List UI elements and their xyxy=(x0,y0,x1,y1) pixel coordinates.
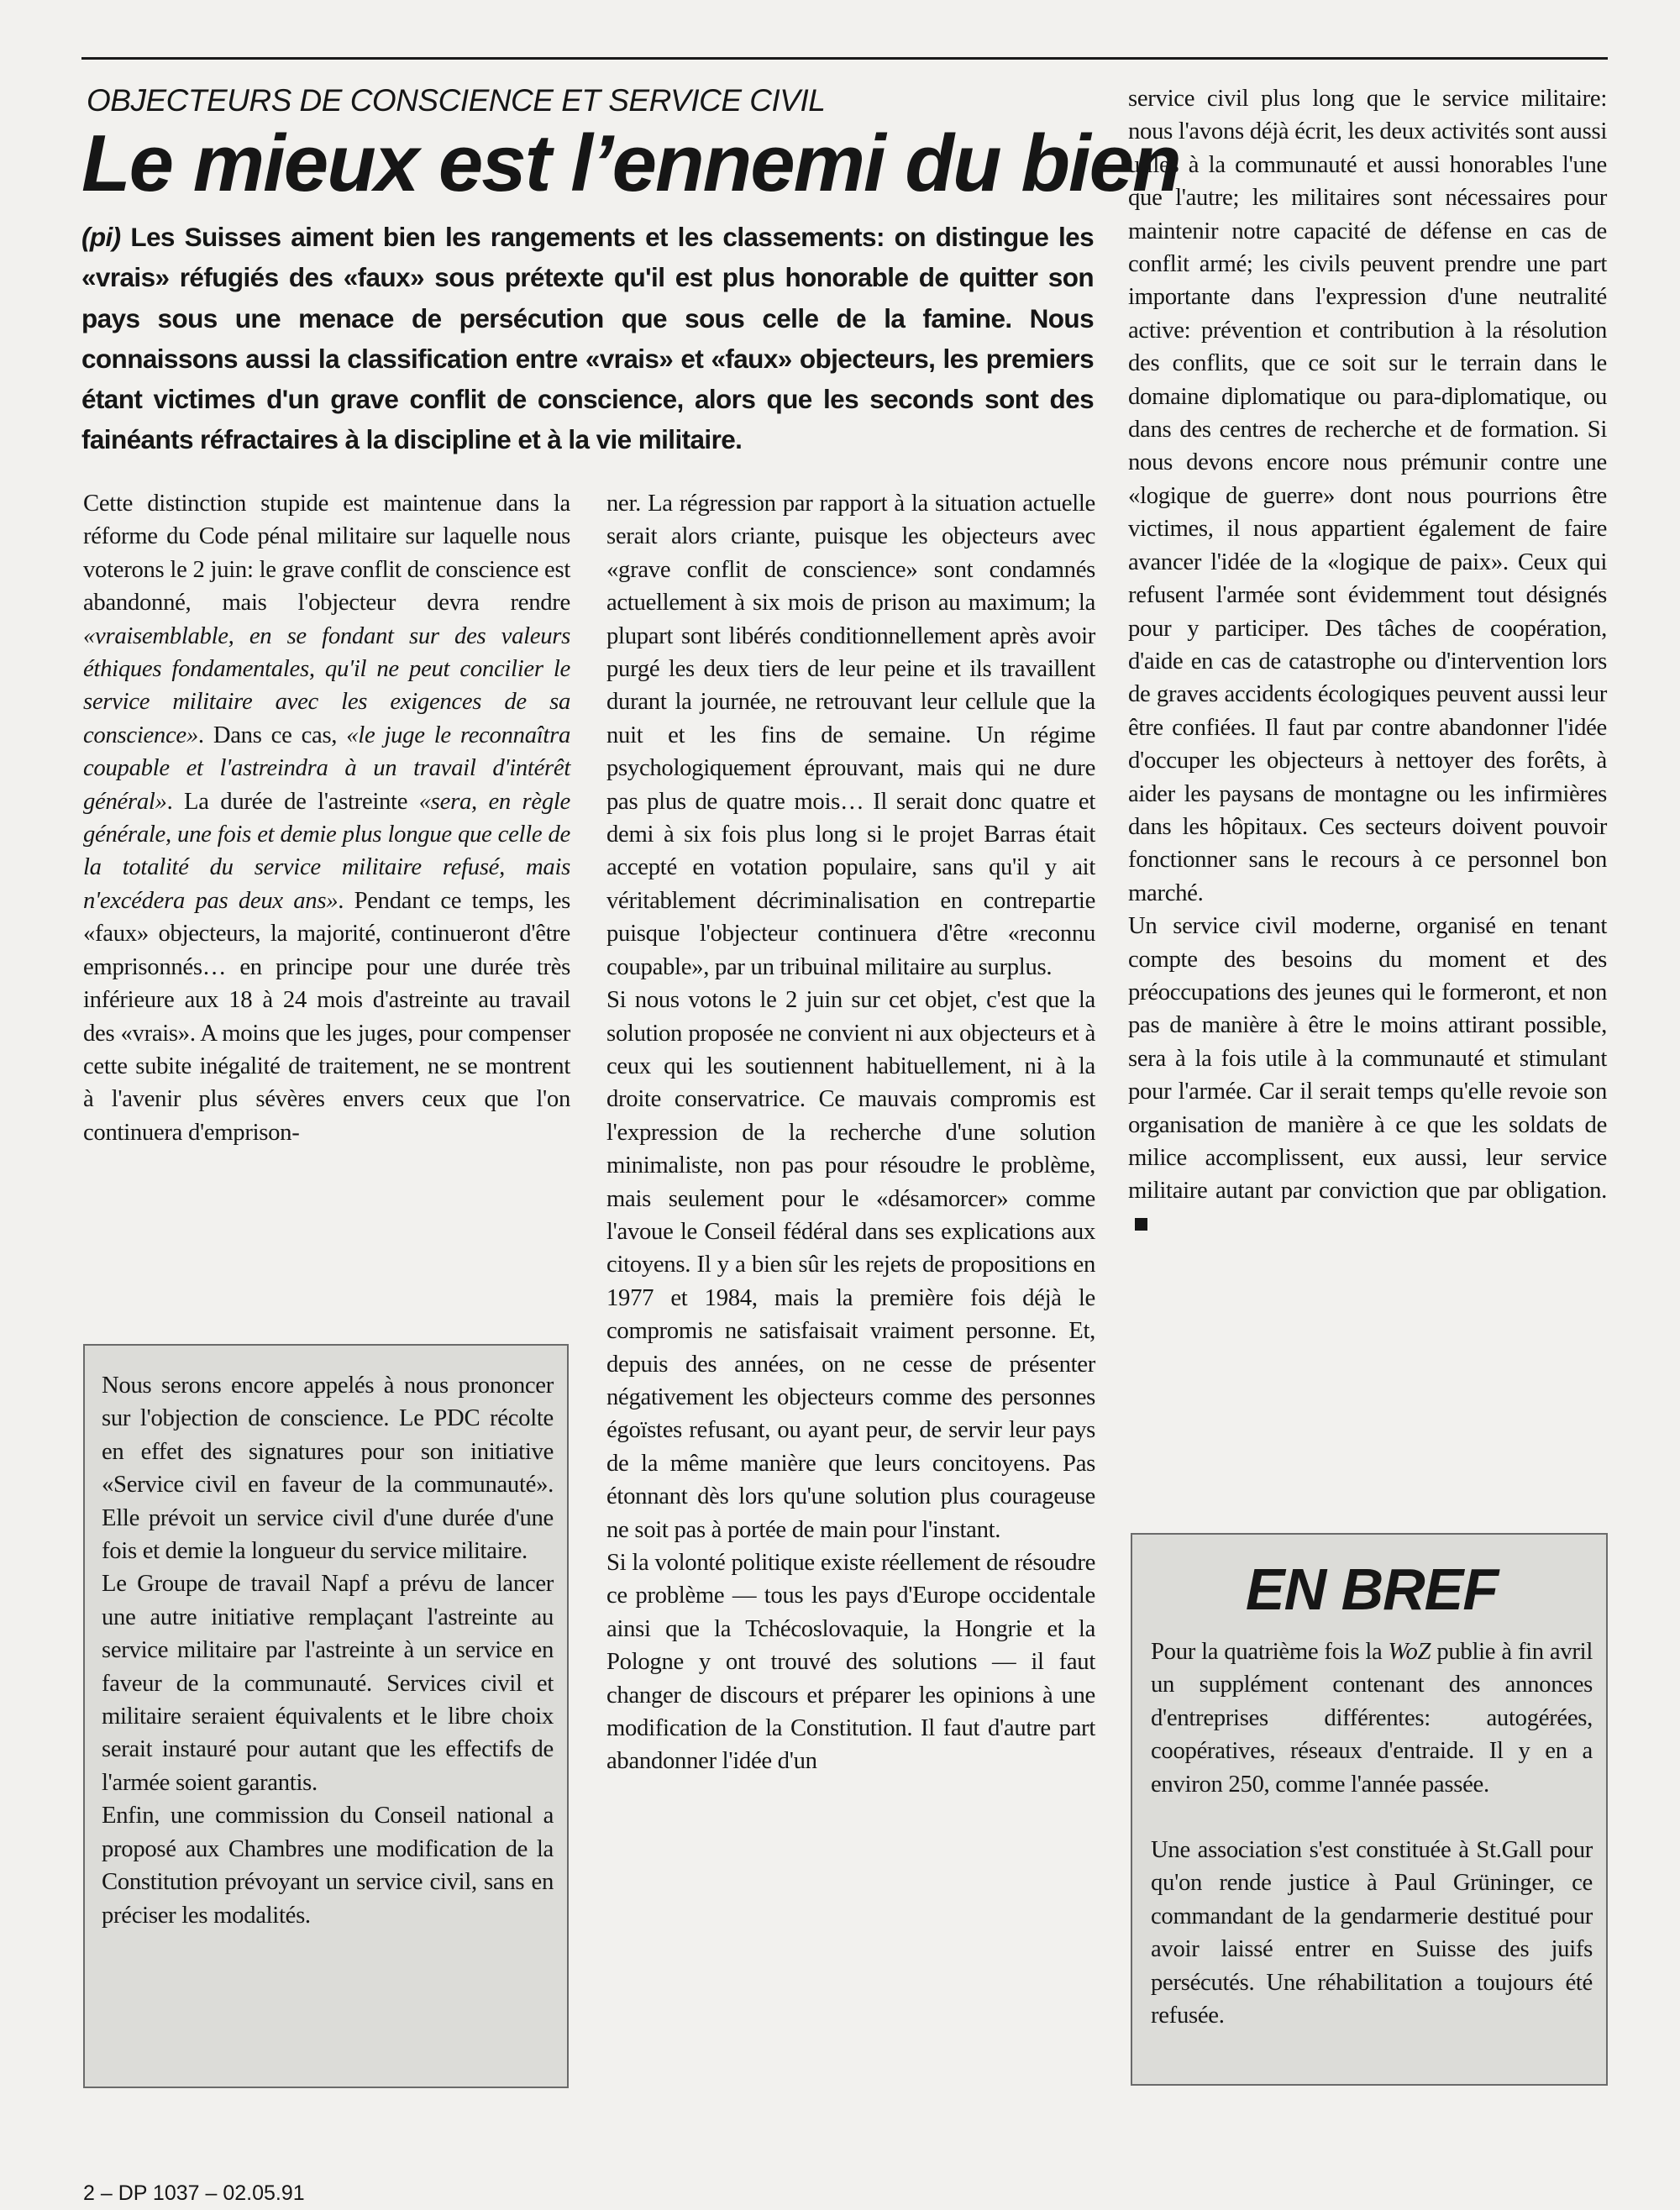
text-run: Cette distinction stupide est maintenue dans la réforme du Code pénal militaire sur laquelle nous voterons le 2 juin: le grave conflit de conscience est abandonné, mais l'objecteur devra rendre xyxy=(83,490,570,617)
text-run: publie à fin avril un supplément contenant des annonces d'entreprises différentes: autogérées, coopératives, réseaux d'entraide. Il y en a environ 250, comme l'année passée. xyxy=(1151,1638,1593,1798)
paragraph: ner. La régression par rapport à la situation actuelle serait alors criante, puisque les objecteurs avec «grave conflit de conscience» sont condamnés actuellement à six mois de prison au maximum; la plupart sont libérés conditionnellement après avoir purgé les deux tiers de leur peine et ils travaillent durant la journée, ne retrouvant leur cellule que la nuit et les fins de semaine. Un régime psychologiquement éprouvant, mais qui ne dure pas plus de quatre mois… Il serait donc quatre et demi à six fois plus long si le projet Barras était accepté en votation populaire, sans qu'il y ait véritablement décriminalisation en contrepartie puisque l'objecteur continuera d'être «reconnu coupable», par un tribuinal militaire au surplus. xyxy=(606,490,1095,980)
paragraph xyxy=(83,487,570,1149)
paragraph: service civil plus long que le service militaire: nous l'avons déjà écrit, les deux activités sont aussi utiles à la communauté et aussi honorables l'une que l'autre; les militaires sont nécessaires pour maintenir notre capacité de défense en cas de conflit armé; les civils peuvent prendre une part importante dans l'expression d'une neutralité active: prévention et contribution à la résolution des conflits, que ce soit sur le terrain dans le domaine diplomatique ou para-diplomatique, ou dans des centres de recherche et de formation. Si nous devons encore nous prémunir contre une «logique de guerre» dont nous pourrions être victimes, il nous appartient également de faire avancer l'idée de la «logique de paix». Ceux qui refusent l'armée sont évidemment tout désignés pour y participer. Des tâches de coopération, d'aide en cas de catastrophe ou d'intervention lors de graves accidents écologiques peuvent aussi leur être confiées. Il faut par contre abandonner l'idée d'occuper les objecteurs à nettoyer des forêts, à aider les paysans de montagne ou les infirmières dans les hôpitaux. Ces secteurs doivent pouvoir fonctionner sans le recours à ce personnel bon marché. xyxy=(1128,85,1607,906)
paragraph: Si la volonté politique existe réellement de résoudre ce problème — tous les pays d'Europe occidentale ainsi que la Tchécoslovaquie, la Hongrie et la Pologne y ont trouvé des solutions — il faut changer de discours et préparer les opinions à une modification de la Constitution. Il faut d'autre part abandonner l'idée d'un xyxy=(606,1549,1095,1775)
article-lead xyxy=(81,217,1094,460)
text-run: Pour la quatrième fois la xyxy=(1151,1638,1389,1665)
paragraph: Une association s'est constituée à St.Gall pour qu'on rende justice à Paul Grüninger, ce commandant de la gendarmerie destitué pour avoir laissé entrer en Suisse des juifs persécutés. Une réhabilitation a toujours été refusée. xyxy=(1151,1836,1593,2029)
en-bref-title: EN BREF xyxy=(1245,1556,1499,1622)
article-kicker: OBJECTEURS DE CONSCIENCE ET SERVICE CIVIL xyxy=(87,83,826,118)
en-bref-text xyxy=(1151,1635,1593,2032)
text-run: . Pendant ce temps, les «faux» objecteurs, la majorité, continueront d'être emprisonnés… en principe pour une durée très inférieure aux 18 à 24 mois d'astreinte au travail des «vrais». A moins que les juges, pour compenser cette subite inégalité de traitement, ne se montrent à l'avenir plus sévères envers ceux que l'on continuera d'emprison- xyxy=(83,886,570,1146)
lead-text: Les Suisses aiment bien les rangements et les classements: on distingue les «vrais» réfugiés des «faux» sous prétexte qu'il est plus honorable de quitter son pays sous une menace de persécution que sous celle de la famine. Nous connaissons aussi la classification entre «vrais» et «faux» objecteurs, les premiers étant victimes d'un grave conflit de conscience, alors que les seconds sont des fainéants réfractaires à la discipline et à la vie militaire. xyxy=(81,222,1094,455)
body-column-2 xyxy=(606,487,1095,1778)
text-run: . La durée de l'astreinte xyxy=(166,787,419,815)
quote-run: «vraisemblable, en se fondant sur des valeurs éthiques fondamentales, qu'il ne peut concilier le service militaire avec les exigences de sa conscience» xyxy=(83,622,570,748)
paragraph: Nous serons encore appelés à nous prononcer sur l'objection de conscience. Le PDC récolte en effet des signatures pour son initiative «Service civil en faveur de la communauté». Elle prévoit un service civil d'une durée d'une fois et demie la longueur du service militaire. xyxy=(102,1372,554,1565)
body-column-3 xyxy=(1128,82,1607,1241)
paragraph xyxy=(1128,910,1607,1241)
text-run: Un service civil moderne, organisé en tenant compte des besoins du moment et des préoccupations des jeunes qui le formeront, et non pas de manière à être le moins attirant possible, sera à la fois utile à la communauté et stimulant pour l'armée. Car il serait temps qu'elle revoie son organisation de manière à ce que les soldats de milice accomplissent, eux aussi, leur service militaire autant par conviction que par obligation. xyxy=(1128,912,1607,1205)
quote-run: «sera, en règle générale, une fois et demie plus longue que celle de la totalité du service militaire refusé, mais n'excédera pas deux ans» xyxy=(83,787,570,914)
sidebar-box xyxy=(83,1344,569,2088)
end-of-article-mark xyxy=(1135,1218,1147,1231)
top-rule xyxy=(81,57,1608,60)
paragraph: Si nous votons le 2 juin sur cet objet, c'est que la solution proposée ne convient ni aux objecteurs et à ceux qui les soutiennent habituellement, ni à la droite conservatrice. Ce mauvais compromis est l'expression de la recherche d'une solution minimaliste, non pas pour résoudre le problème, mais seulement pour le «désamorcer» comme l'avoue le Conseil fédéral dans ses explications aux citoyens. Il y a bien sûr les rejets de propositions en 1977 et 1984, mais la première fois déjà le compromis ne satisfaisait vraiment personne. Et, depuis des années, on ne cesse de présenter négativement les objecteurs comme des personnes égoïstes refusant, ou ayant peur, de servir leur pays de la même manière que leurs concitoyens. Pas étonnant dès lors qu'une solution plus courageuse ne soit pas à portée de main pour l'instant. xyxy=(606,986,1095,1543)
paragraph xyxy=(1151,1635,1593,1801)
quote-run: «le juge le reconnaîtra coupable et l'astreindra à un travail d'intérêt général» xyxy=(83,721,570,815)
paragraph: Le Groupe de travail Napf a prévu de lancer une autre initiative remplaçant l'astreinte au service militaire par l'astreinte à un service en faveur de la communauté. Services civil et militaire seraient équivalents et le libre choix serait instauré pour autant que les effectifs de l'armée soient garantis. xyxy=(102,1570,554,1796)
publication-name: WoZ xyxy=(1388,1638,1431,1665)
en-bref-box xyxy=(1131,1533,1608,2086)
article-headline: Le mieux est l’ennemi du bien xyxy=(81,118,1180,208)
sidebar-text xyxy=(102,1369,554,1932)
body-column-1 xyxy=(83,487,570,1149)
author-tag: (pi) xyxy=(81,222,121,252)
text-run: . Dans ce cas, xyxy=(197,721,347,748)
paragraph: Enfin, une commission du Conseil national a proposé aux Chambres une modification de la Constitution prévoyant un service civil, sans en préciser les modalités. xyxy=(102,1802,554,1929)
page-footer: 2 – DP 1037 – 02.05.91 xyxy=(83,2181,305,2205)
